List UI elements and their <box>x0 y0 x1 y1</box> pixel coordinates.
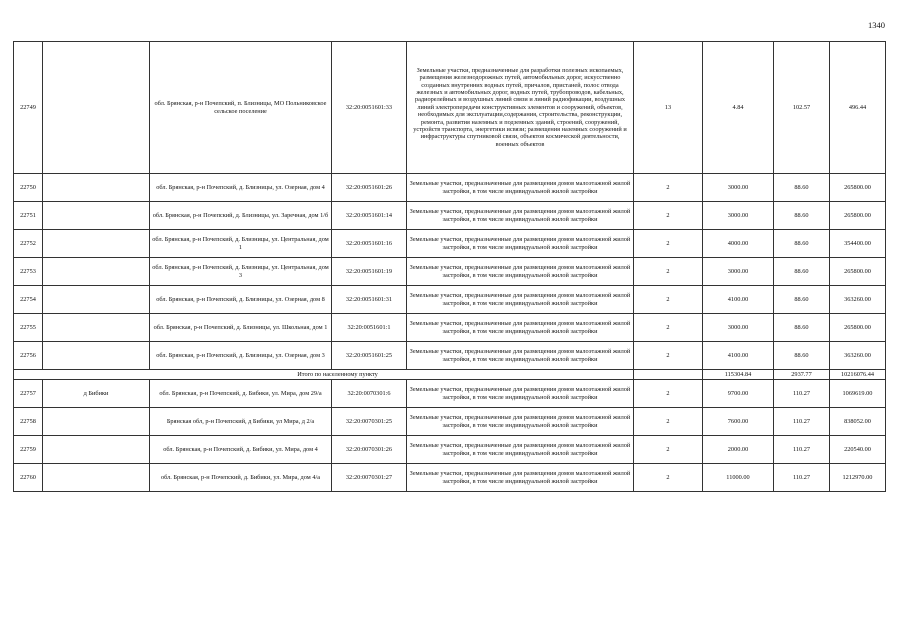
table-row <box>14 202 886 230</box>
row-number: 22758 <box>14 408 43 436</box>
cadastral-number-cell: 32:20:0070301:25 <box>332 408 407 436</box>
locality-cell <box>43 408 150 436</box>
address-cell: обл. Брянская, р-н Почепский, д. Близницы, ул. Озерная, дом 8 <box>150 286 332 314</box>
area-cell: 7600.00 <box>703 408 774 436</box>
group-cell: 2 <box>634 286 703 314</box>
address-cell: обл. Брянская, р-н Почепский, д. Бибики, ул. Мира, дом 29/а <box>150 380 332 408</box>
locality-cell <box>43 286 150 314</box>
address-cell: обл. Брянская, р-н Почепский, д. Бибики, ул. Мира, дом 4 <box>150 436 332 464</box>
cadastral-number-cell: 32:20:0070301:6 <box>332 380 407 408</box>
table-row <box>14 230 886 258</box>
group-cell: 13 <box>634 42 703 174</box>
table-row <box>14 380 886 408</box>
group-cell: 2 <box>634 258 703 286</box>
total-area: 115304.84 <box>703 370 774 380</box>
address-cell: обл. Брянская, р-н Почепский, д. Близницы, ул. Центральная, дом 3 <box>150 258 332 286</box>
locality-cell <box>43 464 150 492</box>
land-use-cell: Земельные участки, предназначенные для размещения домов малоэтажной жилой застройки, в том числе индивидуальной жилой застройки <box>407 286 634 314</box>
area-cell: 4100.00 <box>703 286 774 314</box>
cadastral-value-cell: 354400.00 <box>830 230 886 258</box>
cadastral-value-cell: 265800.00 <box>830 202 886 230</box>
cadastral-value-cell: 220540.00 <box>830 436 886 464</box>
land-use-cell: Земельные участки, предназначенные для размещения домов малоэтажной жилой застройки, в том числе индивидуальной жилой застройки <box>407 436 634 464</box>
locality-cell <box>43 258 150 286</box>
area-cell: 3000.00 <box>703 314 774 342</box>
area-cell: 3000.00 <box>703 202 774 230</box>
land-use-cell: Земельные участки, предназначенные для размещения домов малоэтажной жилой застройки, в том числе индивидуальной жилой застройки <box>407 408 634 436</box>
cadastral-value-table <box>13 41 886 492</box>
cadastral-value-cell: 838052.00 <box>830 408 886 436</box>
total-value: 10216076.44 <box>830 370 886 380</box>
cadastral-value-cell: 1212970.00 <box>830 464 886 492</box>
page-number: 1340 <box>868 20 885 30</box>
area-cell: 2000.00 <box>703 436 774 464</box>
land-use-cell: Земельные участки, предназначенные для размещения домов малоэтажной жилой застройки, в том числе индивидуальной жилой застройки <box>407 230 634 258</box>
table-row <box>14 42 886 174</box>
cadastral-number-cell: 32:20:0051601:14 <box>332 202 407 230</box>
row-number: 22760 <box>14 464 43 492</box>
locality-cell <box>43 314 150 342</box>
cadastral-number-cell: 32:20:0051601:31 <box>332 286 407 314</box>
address-cell: Брянская обл, р-н Почепский, д Бибики, ул Мира, д 2/а <box>150 408 332 436</box>
rate-cell: 88.60 <box>774 174 830 202</box>
rate-cell: 110.27 <box>774 408 830 436</box>
locality-cell <box>43 436 150 464</box>
locality-cell: д Бибики <box>43 380 150 408</box>
land-use-cell: Земельные участки, предназначенные для размещения домов малоэтажной жилой застройки, в том числе индивидуальной жилой застройки <box>407 202 634 230</box>
total-label: Итого по населенному пункту <box>14 370 634 380</box>
row-number: 22750 <box>14 174 43 202</box>
rate-cell: 88.60 <box>774 258 830 286</box>
row-number: 22752 <box>14 230 43 258</box>
table-row <box>14 258 886 286</box>
total-rate: 2937.77 <box>774 370 830 380</box>
address-cell: обл. Брянская, р-н Почепский, п. Близницы, МО Польниковское сельское поселение <box>150 42 332 174</box>
group-cell: 2 <box>634 174 703 202</box>
land-use-cell: Земельные участки, предназначенные для размещения домов малоэтажной жилой застройки, в том числе индивидуальной жилой застройки <box>407 174 634 202</box>
cadastral-value-cell: 1069619.00 <box>830 380 886 408</box>
row-number: 22749 <box>14 42 43 174</box>
total-group-cell <box>634 370 703 380</box>
cadastral-number-cell: 32:20:0070301:27 <box>332 464 407 492</box>
table-row <box>14 342 886 370</box>
group-cell: 2 <box>634 342 703 370</box>
land-use-cell: Земельные участки, предназначенные для размещения домов малоэтажной жилой застройки, в том числе индивидуальной жилой застройки <box>407 314 634 342</box>
row-number: 22751 <box>14 202 43 230</box>
rate-cell: 88.60 <box>774 342 830 370</box>
cadastral-number-cell: 32:20:0051601:25 <box>332 342 407 370</box>
table-row <box>14 174 886 202</box>
table-row <box>14 436 886 464</box>
address-cell: обл. Брянская, р-н Почепский, д. Близницы, ул. Школьная, дом 1 <box>150 314 332 342</box>
land-use-cell: Земельные участки, предназначенные для разработки полезных ископаемых, размещения железнодорожных путей, автомобильных дорог, искусственно созданных внутренних водных путей, причалов, пристаней, полос отвода железных и автомобильных дорог, водных путей, трубопроводов, кабельных, радиорелейных и воздушных линий связи и линий радиофикации, воздушных линий электропередачи конструктивных элементов и сооружений, объектов, необходимых для эксплуатации,содержания, строительства, реконструкции, ремонта, развития наземных и подземных зданий, строений, сооружений, устройств транспорта, энергетики исвязи; размещения наземных сооружений и инфраструктуры спутниковой связи, объектов космической деятельности, военных объектов <box>407 42 634 174</box>
group-cell: 2 <box>634 436 703 464</box>
cadastral-number-cell: 32:20:0051601:16 <box>332 230 407 258</box>
address-cell: обл. Брянская, р-н Почепский, д. Близницы, ул. Озерная, дом 3 <box>150 342 332 370</box>
cadastral-value-cell: 363260.00 <box>830 286 886 314</box>
row-number: 22753 <box>14 258 43 286</box>
table-row <box>14 286 886 314</box>
land-use-cell: Земельные участки, предназначенные для размещения домов малоэтажной жилой застройки, в том числе индивидуальной жилой застройки <box>407 380 634 408</box>
group-cell: 2 <box>634 202 703 230</box>
locality-cell <box>43 230 150 258</box>
table-row <box>14 314 886 342</box>
row-number: 22755 <box>14 314 43 342</box>
locality-cell <box>43 42 150 174</box>
row-number: 22759 <box>14 436 43 464</box>
area-cell: 4000.00 <box>703 230 774 258</box>
table-row <box>14 408 886 436</box>
area-cell: 3000.00 <box>703 174 774 202</box>
cadastral-value-cell: 496.44 <box>830 42 886 174</box>
land-use-cell: Земельные участки, предназначенные для размещения домов малоэтажной жилой застройки, в том числе индивидуальной жилой застройки <box>407 464 634 492</box>
rate-cell: 110.27 <box>774 380 830 408</box>
locality-cell <box>43 202 150 230</box>
table-body <box>14 42 886 492</box>
address-cell: обл. Брянская, р-н Почепский, д. Близницы, ул. Заречная, дом 1/б <box>150 202 332 230</box>
area-cell: 9700.00 <box>703 380 774 408</box>
land-use-cell: Земельные участки, предназначенные для размещения домов малоэтажной жилой застройки, в том числе индивидуальной жилой застройки <box>407 342 634 370</box>
cadastral-value-cell: 363260.00 <box>830 342 886 370</box>
locality-cell <box>43 342 150 370</box>
area-cell: 3000.00 <box>703 258 774 286</box>
group-cell: 2 <box>634 380 703 408</box>
area-cell: 11000.00 <box>703 464 774 492</box>
group-cell: 2 <box>634 230 703 258</box>
rate-cell: 88.60 <box>774 286 830 314</box>
rate-cell: 88.60 <box>774 230 830 258</box>
group-cell: 2 <box>634 464 703 492</box>
rate-cell: 88.60 <box>774 202 830 230</box>
total-row <box>14 370 886 380</box>
cadastral-value-cell: 265800.00 <box>830 258 886 286</box>
cadastral-value-cell: 265800.00 <box>830 314 886 342</box>
cadastral-number-cell: 32:20:0051601:26 <box>332 174 407 202</box>
cadastral-number-cell: 32:20:0051601:19 <box>332 258 407 286</box>
row-number: 22757 <box>14 380 43 408</box>
row-number: 22754 <box>14 286 43 314</box>
cadastral-number-cell: 32:20:0051601:1 <box>332 314 407 342</box>
group-cell: 2 <box>634 408 703 436</box>
rate-cell: 102.57 <box>774 42 830 174</box>
cadastral-number-cell: 32:20:0070301:26 <box>332 436 407 464</box>
table-row <box>14 464 886 492</box>
address-cell: обл. Брянская, р-н Почепский, д. Близницы, ул. Озерная, дом 4 <box>150 174 332 202</box>
rate-cell: 88.60 <box>774 314 830 342</box>
rate-cell: 110.27 <box>774 436 830 464</box>
cadastral-number-cell: 32:20:0051601:33 <box>332 42 407 174</box>
cadastral-value-cell: 265800.00 <box>830 174 886 202</box>
address-cell: обл. Брянская, р-н Почепский, д. Бибики, ул. Мира, дом 4/а <box>150 464 332 492</box>
area-cell: 4100.00 <box>703 342 774 370</box>
address-cell: обл. Брянская, р-н Почепский, д. Близницы, ул. Центральная, дом 1 <box>150 230 332 258</box>
locality-cell <box>43 174 150 202</box>
area-cell: 4.84 <box>703 42 774 174</box>
land-use-cell: Земельные участки, предназначенные для размещения домов малоэтажной жилой застройки, в том числе индивидуальной жилой застройки <box>407 258 634 286</box>
row-number: 22756 <box>14 342 43 370</box>
group-cell: 2 <box>634 314 703 342</box>
rate-cell: 110.27 <box>774 464 830 492</box>
